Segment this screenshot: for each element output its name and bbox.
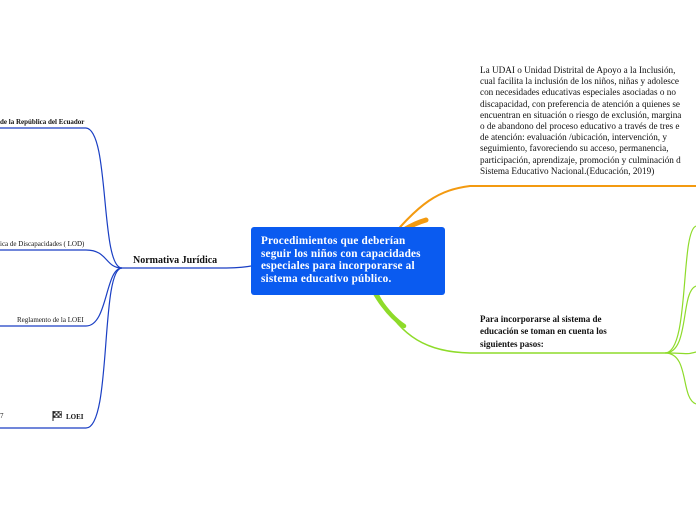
central-topic-line: sistema educativo público. bbox=[261, 272, 392, 285]
connector-normativa bbox=[122, 266, 251, 268]
udai-line: La UDAI o Unidad Distrital de Apoyo a la Inclusión, bbox=[480, 65, 676, 75]
central-topic[interactable] bbox=[251, 227, 445, 295]
udai-line: participación, aprendizaje, promoción y culminación d bbox=[480, 154, 681, 165]
central-topic-line: especiales para incorporarse al bbox=[261, 260, 415, 273]
central-topic-line: Procedimientos que deberían bbox=[261, 235, 406, 247]
udai-line: discapacidad, con preferencia de atención a quienes se bbox=[480, 98, 680, 109]
connector-normativa-child-4 bbox=[0, 268, 122, 428]
pasos-line: Para incorporarse al sistema de bbox=[480, 314, 602, 324]
udai-line: cual facilita la inclusión de los niños, niñas y adolesce bbox=[480, 76, 680, 87]
udai-line: seguimiento, favoreciendo su acceso, permanencia, bbox=[480, 143, 669, 154]
constitucion-topic[interactable]: de la República del Ecuador bbox=[0, 118, 85, 126]
reglamento-loei-topic[interactable]: Reglamento de la LOEI bbox=[17, 316, 84, 324]
connector-pasos-child-4 bbox=[665, 353, 696, 404]
udai-topic[interactable] bbox=[480, 65, 696, 177]
udai-line: con necesidades educativas especiales asociadas o no bbox=[480, 87, 676, 98]
normativa-juridica-topic[interactable]: Normativa Jurídica bbox=[133, 255, 218, 266]
lod-topic[interactable]: ica de Discapacidades ( LOD) bbox=[0, 240, 85, 248]
udai-line: Sistema Educativo Nacional.(Educación, 2019) bbox=[480, 165, 655, 176]
udai-line: de atención: evaluación /ubicación, intervención, y bbox=[480, 132, 667, 143]
pasos-topic[interactable] bbox=[480, 313, 680, 350]
loei-topic[interactable]: LOEI bbox=[66, 413, 84, 421]
central-topic-line: seguir los niños con capacidades bbox=[261, 247, 421, 260]
pasos-line: siguientes pasos: bbox=[480, 338, 544, 349]
checkered-flag-icon bbox=[52, 411, 63, 421]
connector-normativa-child-2 bbox=[0, 250, 122, 268]
udai-line: encuentran en situación o riesgo de exclusión, margina bbox=[480, 109, 682, 120]
loei-prefix: 7 bbox=[0, 412, 4, 420]
pasos-line: educación se toman en cuenta los bbox=[480, 326, 607, 337]
udai-line: o de abandono del proceso educativo a través de tres e bbox=[480, 121, 680, 132]
